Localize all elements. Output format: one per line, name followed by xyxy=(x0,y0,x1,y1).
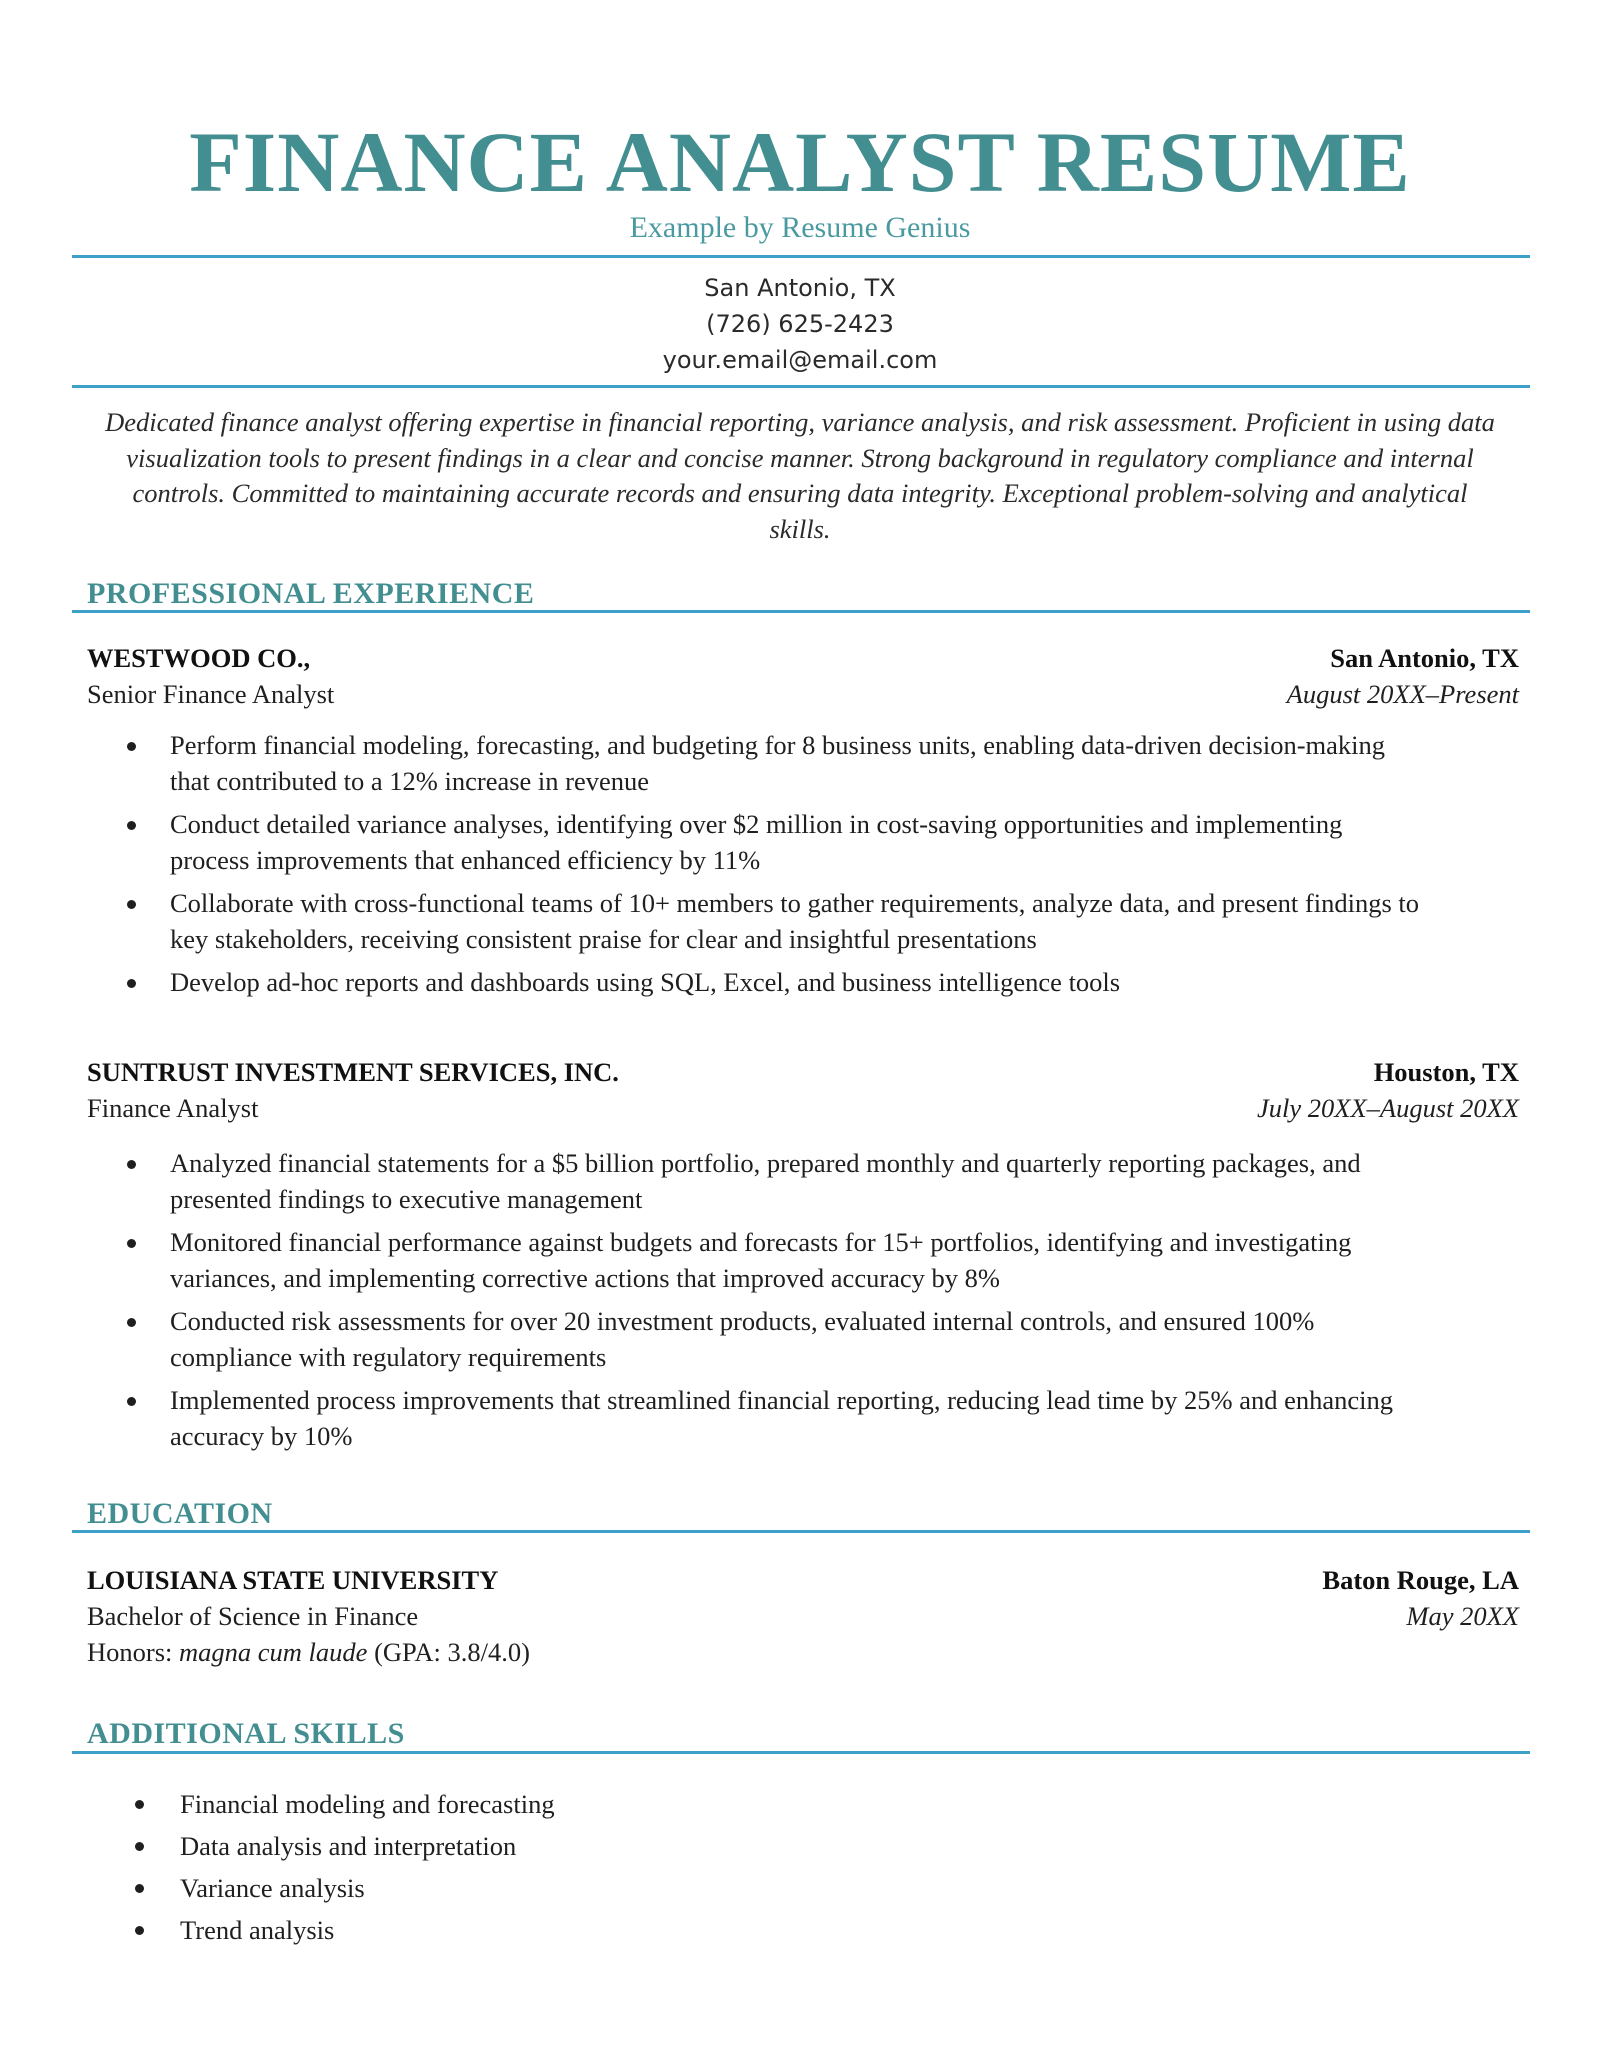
education-honors-row xyxy=(87,1634,1519,1670)
education-divider xyxy=(72,1530,1530,1533)
bullet-dot xyxy=(135,1842,144,1851)
list-item xyxy=(87,1870,1427,1906)
skill-text: Variance analysis xyxy=(180,1873,365,1903)
experience-heading: PROFESSIONAL EXPERIENCE xyxy=(87,577,535,610)
school-location: Baton Rouge, LA xyxy=(1322,1565,1519,1595)
bullet-text: Analyzed financial statements for a $5 billion portfolio, prepared monthly and quarterly reporting packages, and presented findings to executive management xyxy=(170,1148,1361,1214)
list-item xyxy=(87,728,1427,799)
list-item xyxy=(87,1828,1427,1864)
degree: Bachelor of Science in Finance xyxy=(87,1601,419,1631)
graduation-date: May 20XX xyxy=(1406,1601,1519,1631)
job-2-header-row xyxy=(87,1054,1519,1090)
bullet-text: Collaborate with cross-functional teams of 10+ members to gather requirements, analyze data, and present findings to key stakeholders, receiving consistent praise for clear and insightful presentations xyxy=(170,888,1420,954)
job-1-company: WESTWOOD CO., xyxy=(87,643,311,673)
bullet-dot xyxy=(135,1926,144,1935)
bullet-dot xyxy=(127,1239,136,1248)
header-divider xyxy=(72,255,1530,258)
bullet-text: Implemented process improvements that streamlined financial reporting, reducing lead time by 25% and enhancing accuracy by 10% xyxy=(170,1385,1394,1451)
experience-divider xyxy=(72,610,1530,613)
job-2-role-row xyxy=(87,1090,1519,1126)
skill-text: Data analysis and interpretation xyxy=(180,1831,517,1861)
list-item xyxy=(87,1912,1427,1948)
job-2-location: Houston, TX xyxy=(1373,1057,1519,1087)
contact-phone: (726) 625-2423 xyxy=(706,310,894,338)
list-item xyxy=(87,1225,1427,1296)
bullet-dot xyxy=(127,900,136,909)
skills-heading: ADDITIONAL SKILLS xyxy=(87,1717,405,1750)
bullet-dot xyxy=(135,1800,144,1809)
bullet-dot xyxy=(127,1318,136,1327)
bullet-dot xyxy=(127,821,136,830)
education-degree-row xyxy=(87,1598,1519,1634)
skills-divider xyxy=(72,1751,1530,1754)
bullet-dot xyxy=(135,1884,144,1893)
list-item xyxy=(87,1786,1427,1822)
list-item xyxy=(87,965,1427,1001)
bullet-text: Perform financial modeling, forecasting, and budgeting for 8 business units, enabling data-driven decision-making that contributed to a 12% increase in revenue xyxy=(170,730,1386,796)
honors-line xyxy=(87,1634,530,1670)
gpa: (GPA: 3.8/4.0) xyxy=(367,1637,530,1667)
bullet-dot xyxy=(127,1160,136,1169)
list-item xyxy=(87,1304,1427,1375)
bullet-dot xyxy=(127,742,136,751)
bullet-text: Conduct detailed variance analyses, identifying over $2 million in cost-saving opportunities and implementing process improvements that enhanced efficiency by 11% xyxy=(170,809,1343,875)
list-item xyxy=(87,1146,1427,1217)
job-1-header-row xyxy=(87,640,1519,676)
job-2-role: Finance Analyst xyxy=(87,1093,259,1123)
list-item xyxy=(87,886,1427,957)
contact-location: San Antonio, TX xyxy=(704,274,896,302)
contact-divider xyxy=(72,385,1530,388)
skill-text: Trend analysis xyxy=(180,1915,335,1945)
bullet-text: Monitored financial performance against budgets and forecasts for 15+ portfolios, identifying and investigating variances, and implementing corrective actions that improved accuracy by 8% xyxy=(170,1227,1352,1293)
bullet-dot xyxy=(127,1397,136,1406)
job-2-dates: July 20XX–August 20XX xyxy=(1257,1093,1519,1123)
resume-title: FINANCE ANALYST RESUME xyxy=(189,114,1411,210)
school-name: LOUISIANA STATE UNIVERSITY xyxy=(87,1565,499,1595)
resume-subtitle: Example by Resume Genius xyxy=(629,211,971,244)
contact-email: your.email@email.com xyxy=(662,346,938,374)
bullet-dot xyxy=(127,979,136,988)
job-1-dates: August 20XX–Present xyxy=(1286,679,1519,709)
bullet-text: Develop ad-hoc reports and dashboards using SQL, Excel, and business intelligence tools xyxy=(170,967,1121,997)
list-item xyxy=(87,807,1427,878)
skills-list xyxy=(87,1786,1427,1954)
job-1-role: Senior Finance Analyst xyxy=(87,679,335,709)
skill-text: Financial modeling and forecasting xyxy=(180,1789,555,1819)
professional-summary: Dedicated finance analyst offering expertise in financial reporting, variance analysis, and risk assessment. Proficient in using data visualization tools to present findings in a clear and concise manner. Strong background in regulatory compliance and internal controls. Committed to maintaining accurate records and ensuring data integrity. Exceptional problem-solving and analytical skills. xyxy=(105,407,1495,544)
education-heading: EDUCATION xyxy=(87,1497,273,1530)
job-2-bullets xyxy=(87,1146,1427,1462)
job-1-location: San Antonio, TX xyxy=(1330,643,1519,673)
job-1-role-row xyxy=(87,676,1519,712)
education-header-row xyxy=(87,1562,1519,1598)
job-1-bullets xyxy=(87,728,1427,1009)
honors-value: magna cum laude xyxy=(179,1637,368,1667)
job-2-company: SUNTRUST INVESTMENT SERVICES, INC. xyxy=(87,1057,619,1087)
list-item xyxy=(87,1383,1427,1454)
honors-label: Honors: xyxy=(87,1637,180,1667)
bullet-text: Conducted risk assessments for over 20 investment products, evaluated internal controls, and ensured 100% compliance with regulatory requirements xyxy=(170,1306,1315,1372)
